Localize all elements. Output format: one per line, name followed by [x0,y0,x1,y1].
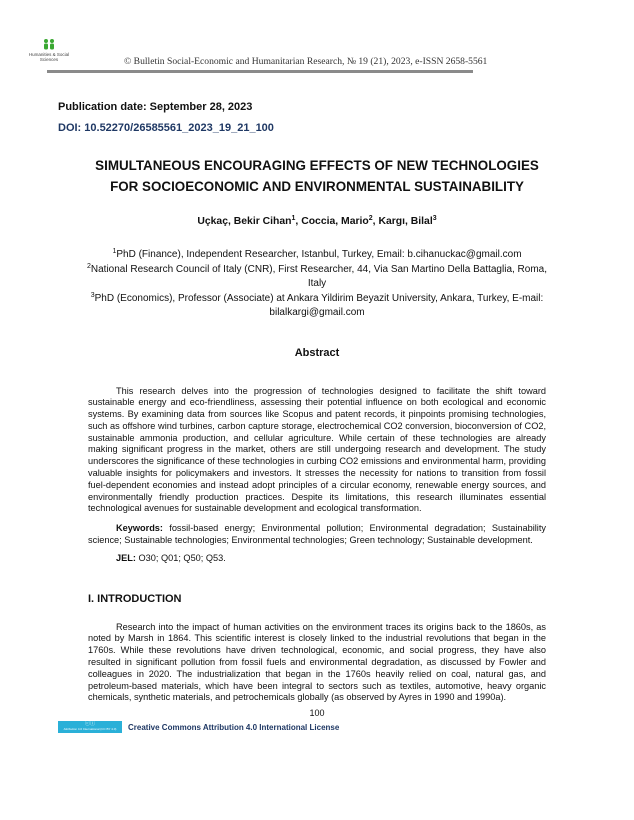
cc-badge-text: Attribution 4.0 International (CC BY 4.0) [63,727,117,732]
keywords-label: Keywords: [116,523,163,534]
doi-link[interactable]: DOI: 10.52270/26585561_2023_19_21_100 [58,122,274,134]
affil-text: National Research Council of Italy (CNR), First Researcher, 44, Via San Martino Della Battaglia, Roma, Italy [90,263,548,289]
jel-codes [88,553,546,565]
journal-logo [24,38,74,62]
journal-header: © Bulletin Social-Economic and Humanitarian Research, № 19 (21), 2023, e-ISSN 2658-5561 [124,56,488,67]
logo-text: Humanities & Social Sciences [28,52,70,62]
affiliations [60,248,574,321]
affil-sup: 3 [90,291,95,299]
affil-sup: 2 [86,262,91,270]
author-sup: 1 [291,215,296,222]
keywords [88,523,546,547]
cc-by-badge[interactable] [58,721,122,733]
people-logo-icon [42,38,56,50]
section-heading: I. INTRODUCTION [88,592,182,605]
header-divider [47,70,473,73]
affil-sup: 1 [112,248,117,255]
affiliation [60,292,574,321]
abstract [88,386,546,516]
title-line: SIMULTANEOUS ENCOURAGING EFFECTS OF NEW TECHNOLOGIES [95,158,539,173]
abstract-heading: Abstract [294,346,340,359]
affil-text: PhD (Finance), Independent Researcher, Istanbul, Turkey, Email: b.cihanuckac@gmail.com [116,249,522,260]
publication-date: Publication date: September 28, 2023 [58,101,253,113]
abstract-text: This research delves into the progression of technologies designed to facilitate the shift toward sustainable energy and eco-friendliness, assessing their potential influence on both ecological and economic systems. By examining data from sources like Scopus and patent records, it pinpoints promising technologies, such as offshore wind turbines, carbon capture storage, electrochemical CO2 conversion, bioconversion of CO2, sustainable ammonia production, and cellular agriculture. While certain of these technologies are already making significant progress in the market, others are still undergoing research and development. The study underscores the significance of these technologies in curbing CO2 emissions and environmental harm, providing valuable insights for policymakers and investors. It stresses the necessity for nations to transition from fossil fuel-dependent economies and instead adopt principles of a circular economy, renewable energy sources, and environmentally friendly production practices. Despite its limitations, this research illuminates essential technological avenues for sustainable development and ecological transformation. [88,385,546,514]
affiliation [60,263,574,292]
title-line: FOR SOCIOECONOMIC AND ENVIRONMENTAL SUSTAINABILITY [110,179,524,194]
paper-title [60,155,574,197]
author: Uçkaç, Bekir Cihan [197,216,292,227]
footer-license-row [58,721,574,733]
affiliation [60,248,574,263]
authors: Uçkaç, Bekir Cihan$^1$, Coccia, Mario$^2$, Kargı, Bilal$^3$ [197,215,437,227]
affil-text: PhD (Economics), Professor (Associate) at Ankara Yildirim Beyazit University, Ankara, Turkey, E-mail: bilalkargi@gmail.com [94,292,544,318]
cc-icon: ⓒⓘ [84,721,95,728]
intro-text: Research into the impact of human activities on the environment traces its origins back to the 1860s, as noted by Marsh in 1864. This scientific interest is closely linked to the industrial revolutions that began in the 1760s. While these revolutions have driven technological, economic, and social progress, they have also resulted in significant pollution from fossil fuels and environmental degradation, as discussed by Fowler and colleagues in 2020. The industrialization that began in the 1760s heavily relied on coal, natural gas, and petroleum-based materials, which have been integral to sectors such as textiles, automotive, heavy organic chemicals, synthetic materials, and petrochemicals globally (as observed by Ayres in 1990 and 1990a). [88,621,546,703]
page-number: 100 [309,708,325,719]
license-link[interactable]: Creative Commons Attribution 4.0 International License [128,722,340,732]
author-sup: 2 [368,215,373,222]
author: Coccia, Mario [301,216,369,227]
jel-label: JEL: [116,552,136,563]
author-sup: 3 [432,215,437,222]
jel-text: O30; Q01; Q50; Q53. [138,552,226,563]
intro-paragraph [88,622,546,705]
author: Kargı, Bilal [378,216,433,227]
keywords-text: fossil-based energy; Environmental pollution; Environmental degradation; Sustainability science; Sustainable technologies; Environmental technologies; Green technology; Sustainable development. [88,523,546,546]
main-column [60,155,574,733]
